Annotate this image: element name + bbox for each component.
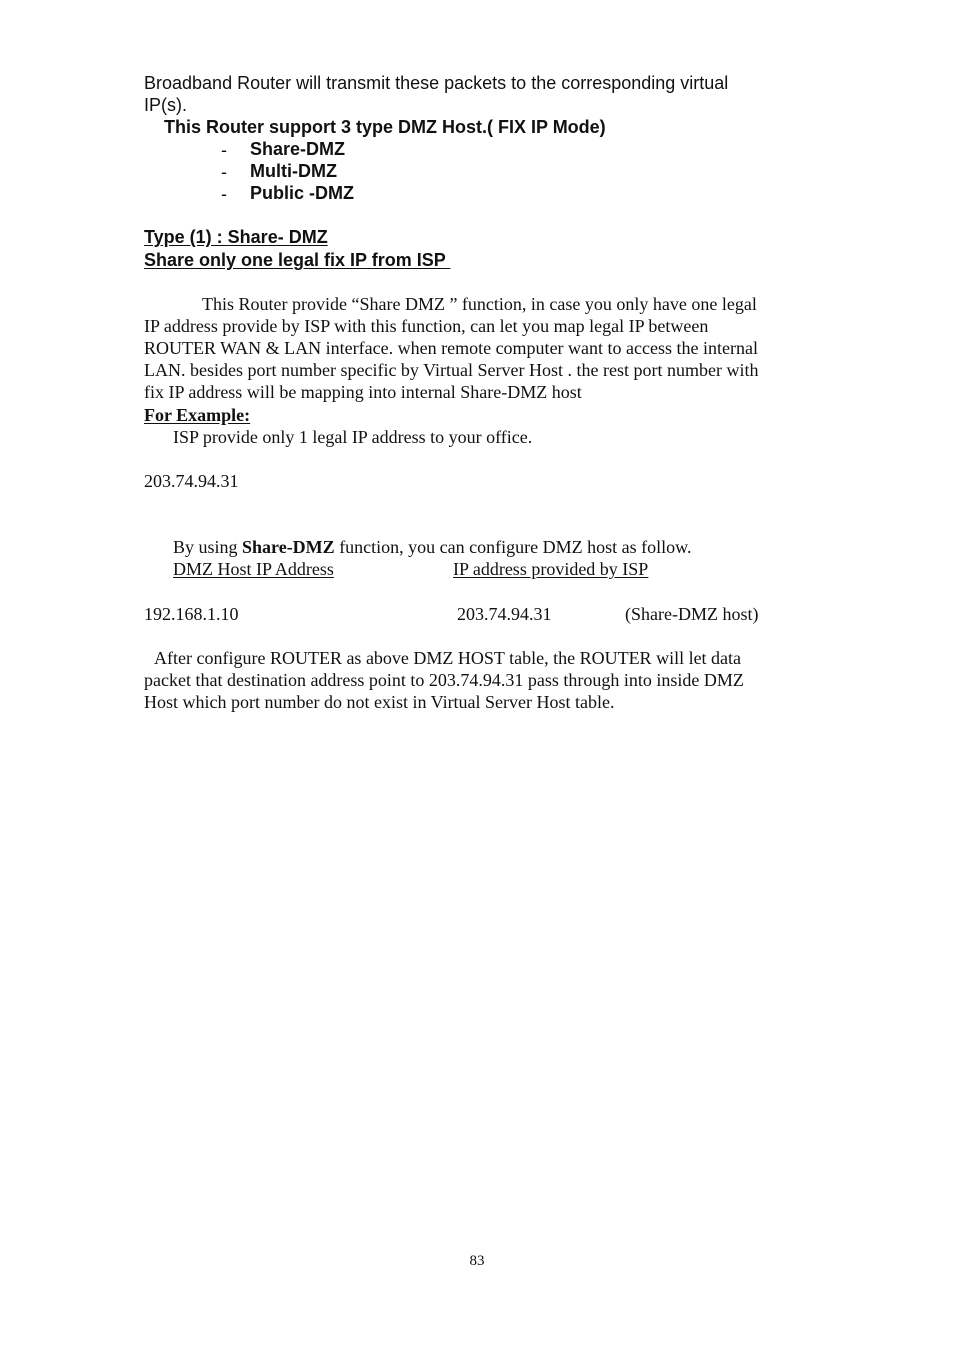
type1-subheading: Share only one legal fix IP from ISP (144, 250, 451, 270)
config-suffix: function, you can configure DMZ host as follow. (334, 537, 692, 557)
dmz-host-ip-header: DMZ Host IP Address (173, 559, 334, 579)
description-line-3: ROUTER WAN & LAN interface. when remote computer want to access the internal (144, 338, 758, 358)
isp-ip-cell: 203.74.94.31 (457, 604, 552, 624)
config-bold-term: Share-DMZ (242, 537, 335, 557)
dmz-types-heading: This Router support 3 type DMZ Host.( FIX IP Mode) (164, 117, 606, 137)
isp-ip-header: IP address provided by ISP (453, 559, 649, 579)
list-bullet: - (221, 162, 227, 182)
list-bullet: - (221, 184, 227, 204)
after-line-3: Host which port number do not exist in Virtual Server Host table. (144, 692, 615, 712)
example-heading: For Example: (144, 405, 251, 425)
list-item: Multi-DMZ (250, 161, 337, 181)
list-item: Public -DMZ (250, 183, 354, 203)
description-line-2: IP address provide by ISP with this function, can let you map legal IP between (144, 316, 709, 336)
after-line-2: packet that destination address point to 203.74.94.31 pass through into inside DMZ (144, 670, 744, 690)
example-isp-line: ISP provide only 1 legal IP address to your office. (173, 427, 533, 447)
intro-line-2: IP(s). (144, 95, 187, 115)
after-line-1: After configure ROUTER as above DMZ HOST table, the ROUTER will let data (154, 648, 742, 668)
list-bullet: - (221, 140, 227, 160)
example-legal-ip: 203.74.94.31 (144, 471, 239, 491)
config-sentence (173, 536, 691, 558)
description-line-5: fix IP address will be mapping into internal Share-DMZ host (144, 382, 582, 402)
page-number: 83 (469, 1253, 485, 1269)
description-line-4: LAN. besides port number specific by Virtual Server Host . the rest port number with (144, 360, 759, 380)
host-ip-cell: 192.168.1.10 (144, 604, 239, 624)
note-cell: (Share-DMZ host) (625, 604, 759, 624)
list-item: Share-DMZ (250, 139, 346, 159)
description-line-1: This Router provide “Share DMZ ” function, in case you only have one legal (202, 294, 757, 314)
intro-line-1: Broadband Router will transmit these packets to the corresponding virtual (144, 73, 729, 93)
config-prefix: By using (173, 537, 243, 557)
type1-heading: Type (1) : Share- DMZ (144, 227, 328, 247)
